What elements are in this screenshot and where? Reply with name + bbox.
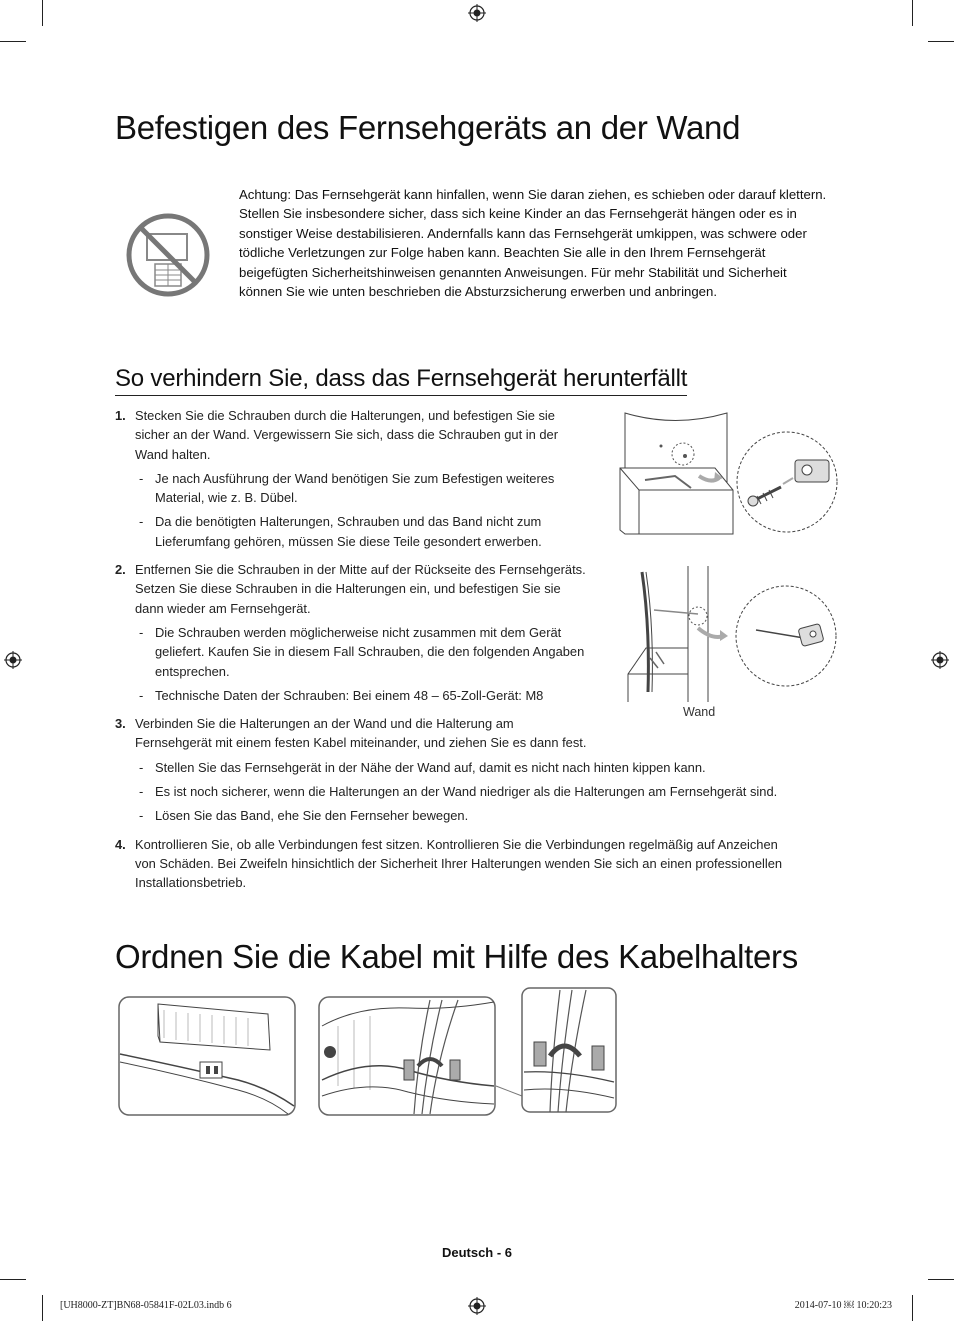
cable-holder-zoom-illustration xyxy=(494,986,620,1116)
step-note-text: Je nach Ausführung der Wand benötigen Sie zum Befestigen weiteres Material, wie z. B. Dübel. xyxy=(155,470,555,506)
registration-mark-icon xyxy=(468,1297,486,1315)
warning-text: Achtung: Das Fernsehgerät kann hinfallen, wenn Sie daran ziehen, es schieben oder darauf klettern. Stellen Sie insbesondere sicher, dass sich keine Kinder an das Fernsehgerät hängen oder es in sonstiger Weise destabilisieren. Andernfalls kann das Fernsehgerät umkippen, was schwere oder tödliche Verletzungen zur Folge haben kann. Beachten Sie alle in den Ihrem Fernsehgerät beigefügten Sicherheitshinweisen genannten Anweisungen. Für mehr Stabilität und Sicherheit können Sie wie unten beschrieben die Absturzsicherung erwerben und anbringen. xyxy=(239,187,827,300)
step-note-text: Die Schrauben werden möglicherweise nicht zusammen mit dem Gerät geliefert. Kaufen Sie in diesem Fall Schrauben, die den folgenden Angaben entsprechen. xyxy=(155,624,585,679)
step-note: - Es ist noch sicherer, wenn die Halterungen an der Wand niedriger als die Halterungen am Fernsehgerät sind. xyxy=(139,784,778,800)
step-number: 1. xyxy=(115,408,126,423)
step-note: - Technische Daten der Schrauben: Bei einem 48 – 65-Zoll-Gerät: M8 xyxy=(139,687,544,703)
registration-mark-icon xyxy=(468,4,486,22)
step-note-text: Technische Daten der Schrauben: Bei einem 48 – 65-Zoll-Gerät: M8 xyxy=(155,687,544,703)
step-text: Stecken Sie die Schrauben durch die Halterungen, und befestigen Sie sie sicher an der Wand. Vergewissern Sie sich, dass die Schrauben gut in der Wand halten. xyxy=(135,408,558,462)
registration-mark-icon xyxy=(931,651,949,669)
crop-mark xyxy=(928,41,954,42)
section-subtitle: So verhindern Sie, dass das Fernsehgerät herunterfällt xyxy=(115,365,687,396)
section-title: Ordnen Sie die Kabel mit Hilfe des Kabelhalters xyxy=(115,938,798,975)
crop-mark xyxy=(912,0,913,26)
step-note: - Je nach Ausführung der Wand benötigen Sie zum Befestigen weiteres Material, wie z. B. Dübel. xyxy=(139,470,555,506)
no-climbing-warning-icon xyxy=(125,212,211,298)
step-note-text: Es ist noch sicherer, wenn die Halterungen an der Wand niedriger als die Halterungen am Fernsehgerät sind. xyxy=(155,784,778,800)
wall-bracket-illustration xyxy=(615,408,845,538)
step-note: - Lösen Sie das Band, ehe Sie den Fernseher bewegen. xyxy=(139,808,469,824)
step-note: - Stellen Sie das Fernsehgerät in der Nähe der Wand auf, damit es nicht nach hinten kippen kann. xyxy=(139,759,706,775)
step-text: Verbinden Sie die Halterungen an der Wand und die Halterung am Fernsehgerät mit einem festen Kabel miteinander, und ziehen Sie es dann fest. xyxy=(135,716,587,751)
tv-wall-side-illustration xyxy=(626,566,842,706)
crop-mark xyxy=(0,41,26,42)
step-item xyxy=(115,560,591,705)
page-title: Befestigen des Fernsehgeräts an der Wand xyxy=(115,109,741,146)
page-number: Deutsch - 6 xyxy=(441,1245,513,1260)
step-text: Kontrollieren Sie, ob alle Verbindungen fest sitzen. Kontrollieren Sie die Verbindungen regelmäßig auf Anzeichen von Schäden. Bei Zweifeln hinsichtlich der Sicherheit Ihrer Halterungen wenden Sie sich an einen professionellen Installationsbetrieb. xyxy=(135,836,783,891)
step-note-text: Da die benötigten Halterungen, Schrauben und das Band nicht zum Lieferumfang gehören, müssen Sie diese Teile gesondert erwerben. xyxy=(155,514,542,549)
print-slug-right: 2014-07-10 ￼ 10:20:23 xyxy=(794,1300,892,1311)
step-note: - Die Schrauben werden möglicherweise nicht zusammen mit dem Gerät geliefert. Kaufen Sie in diesem Fall Schrauben, die den folgenden Angaben entsprechen. xyxy=(139,624,585,679)
step-item xyxy=(115,406,591,551)
step-number: 4. xyxy=(115,836,126,852)
step-note: - Da die benötigten Halterungen, Schrauben und das Band nicht zum Lieferumfang gehören, müssen Sie diese Teile gesondert erwerben. xyxy=(139,514,542,549)
cable-holder-illustration-1 xyxy=(118,996,296,1116)
step-note-text: Lösen Sie das Band, ehe Sie den Fernseher bewegen. xyxy=(155,808,469,824)
crop-mark xyxy=(42,0,43,26)
step-number: 3. xyxy=(115,716,126,732)
step-item xyxy=(115,835,795,893)
crop-mark xyxy=(0,1279,26,1280)
step-number: 2. xyxy=(115,562,126,578)
crop-mark xyxy=(928,1279,954,1280)
crop-mark xyxy=(42,1295,43,1321)
wall-label: Wand xyxy=(683,705,716,719)
step-text: Entfernen Sie die Schrauben in der Mitte auf der Rückseite des Fernsehgeräts. Setzen Sie diese Schrauben in die Halterungen ein, und befestigen Sie sie dann wieder am Fernsehgerät. xyxy=(135,562,586,616)
step-note-text: Stellen Sie das Fernsehgerät in der Nähe der Wand auf, damit es nicht nach hinten kippen kann. xyxy=(155,759,706,775)
print-slug-left: [UH8000-ZT]BN68-05841F-02L03.indb 6 xyxy=(60,1300,232,1311)
registration-mark-icon xyxy=(4,651,22,669)
crop-mark xyxy=(912,1295,913,1321)
step-item xyxy=(115,714,815,825)
cable-holder-illustration-2 xyxy=(318,996,496,1116)
